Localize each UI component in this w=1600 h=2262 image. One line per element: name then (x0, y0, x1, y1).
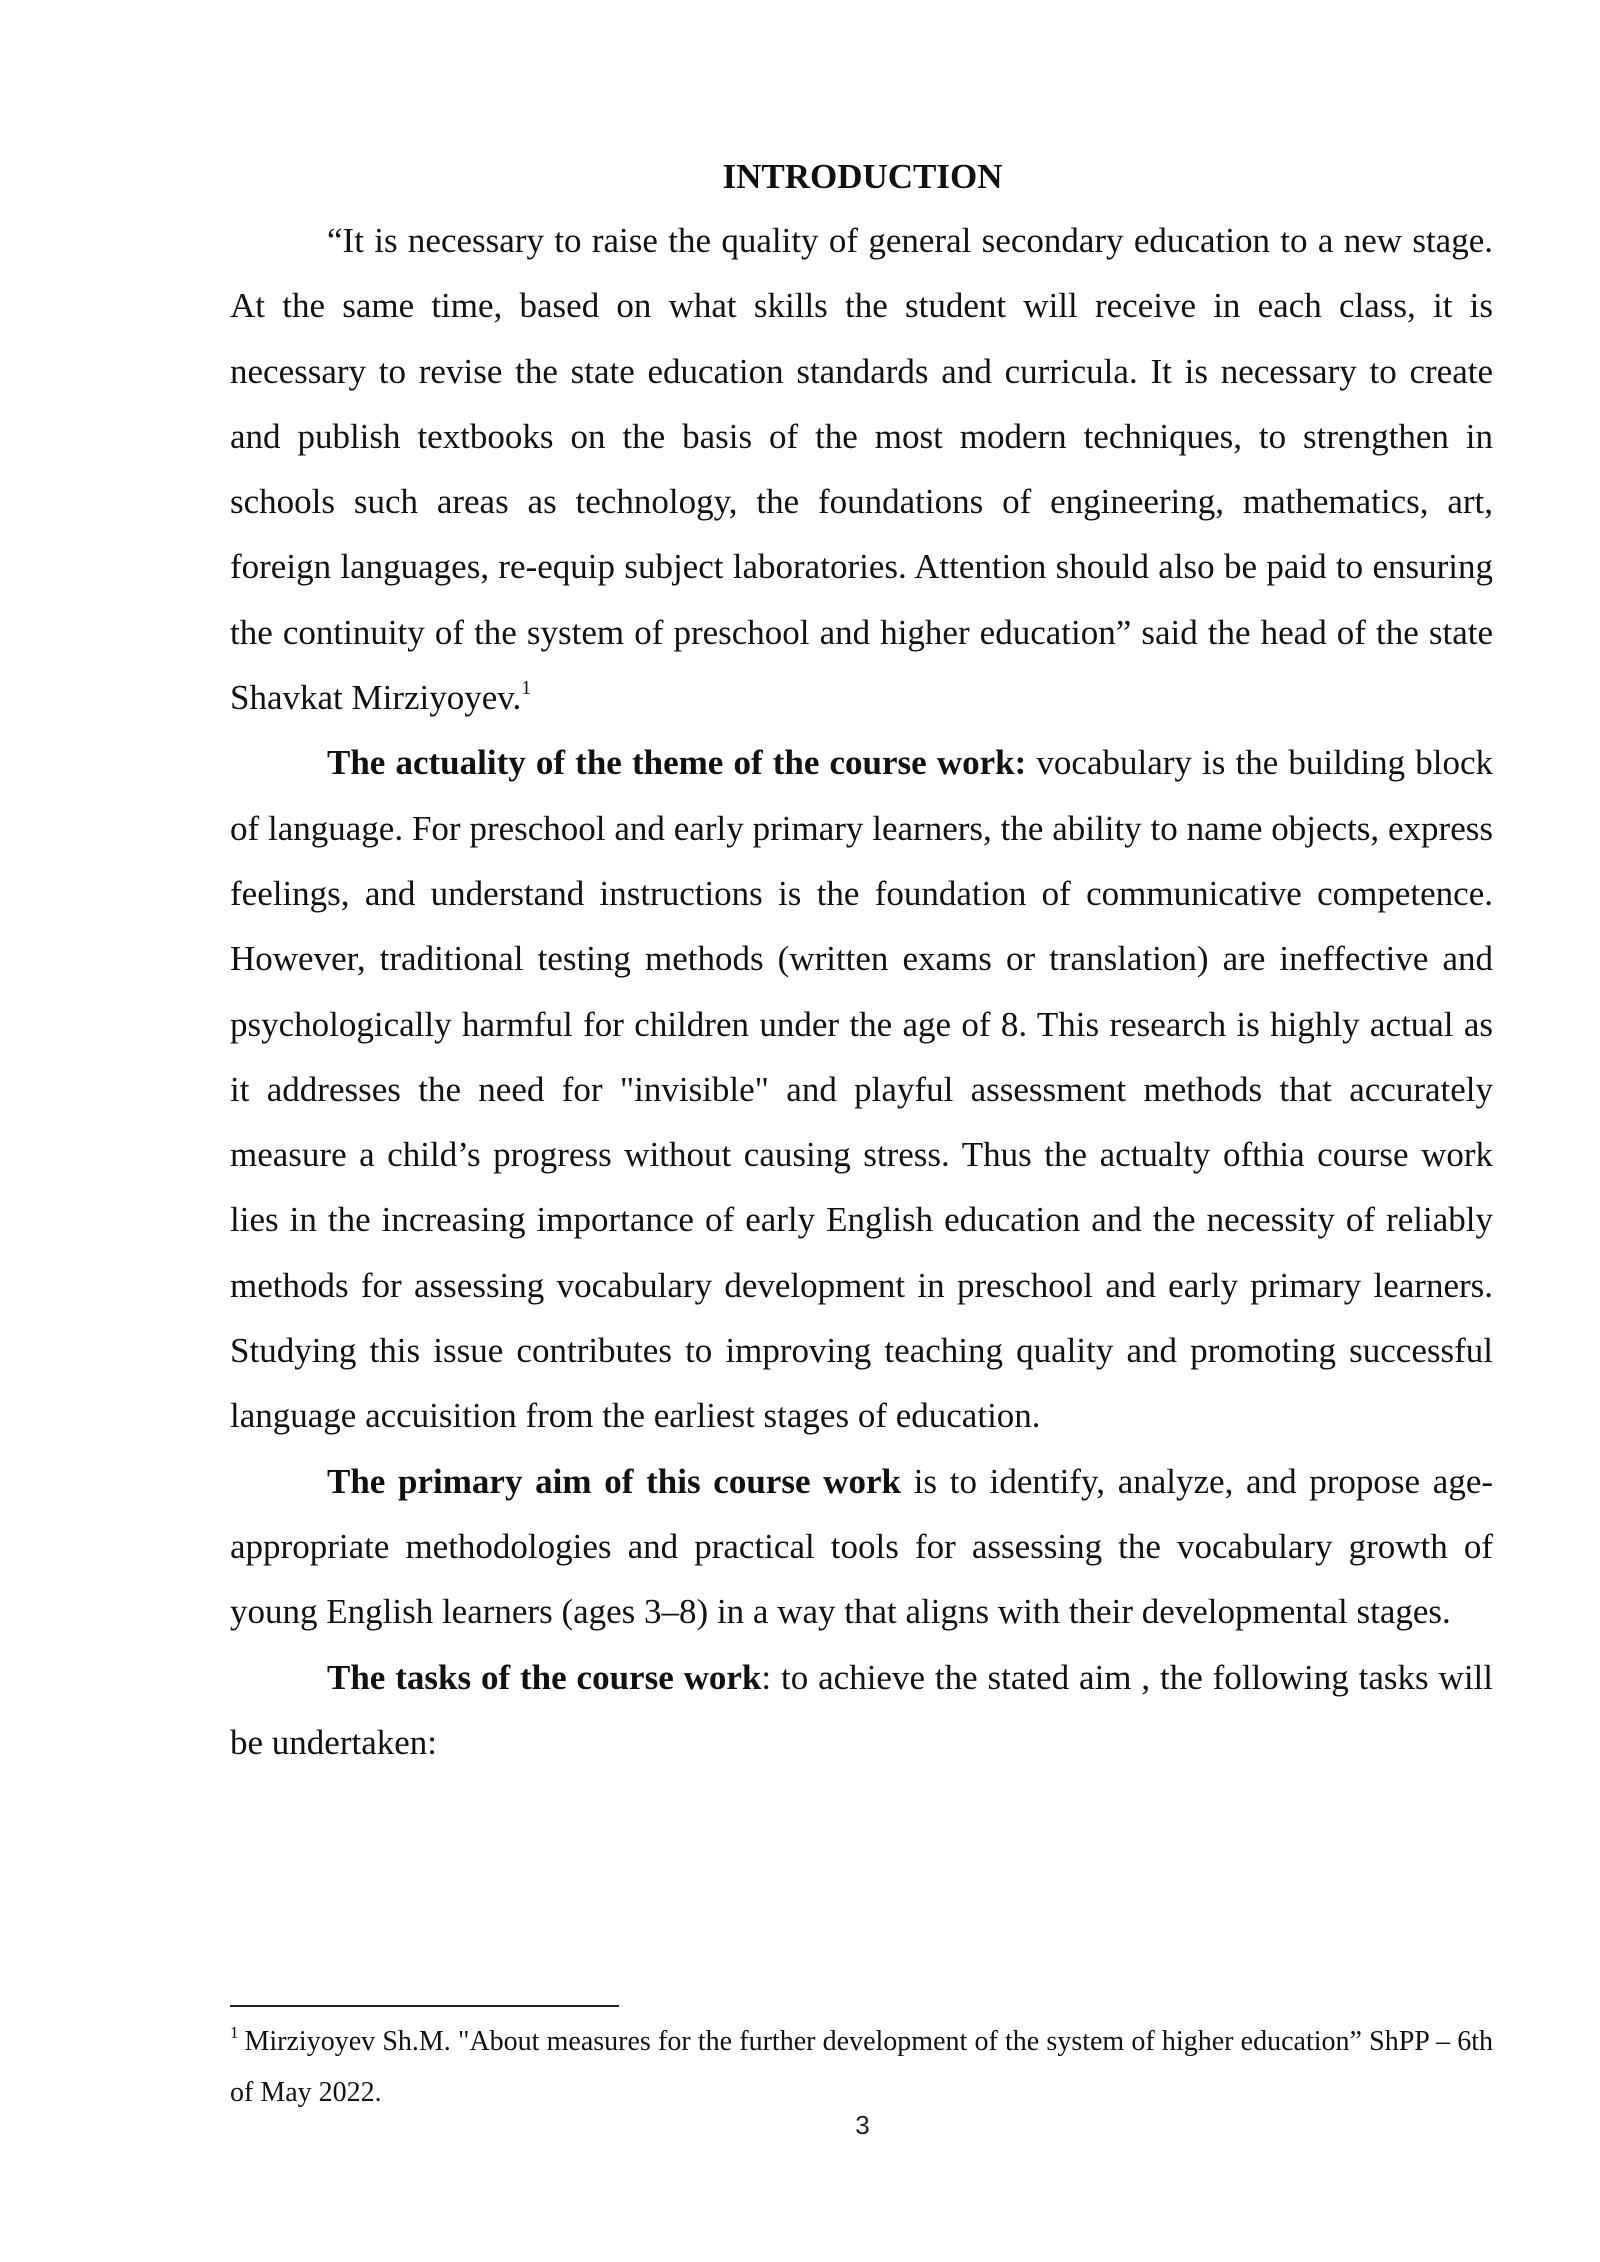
aim-paragraph (230, 1449, 1493, 1645)
body-text (230, 208, 1493, 1775)
page-number: 3 (855, 2110, 870, 2140)
actuality-label: The actuality of the theme of the course work: (327, 743, 1027, 783)
quote-text: “It is necessary to raise the quality of general secondary education to a new stage. At the same time, based on what skills the student will receive in each class, it is necessary to revise the state education standards and curricula. It is necessary to create and publish textbooks on the basis of the most modern techniques, to strengthen in schools such areas as technology, the foundations of engineering, mathematics, art, foreign languages, re-equip subject laboratories. Attention should also be paid to ensuring the continuity of the system of preschool and higher education” said the head of the state Shavkat Mirziyoyev. (230, 221, 1493, 718)
actuality-text: vocabulary is the building block of language. For preschool and early primary learners, the ability to name objects, express feelings, and understand instructions is the foundation of communicative competence. However, traditional testing methods (written exams or translation) are ineffective and psychologically harmful for children under the age of 8. This research is highly actual as it addresses the need for "invisible" and playful assessment methods that accurately measure a child’s progress without causing stress. (230, 743, 1493, 1175)
aim-text: is to identify, analyze, and propose age-appropriate methodologies and practical tools for assessing the vocabulary growth of young English learners (ages 3–8) in a way that aligns with their developmental stages. (230, 1461, 1494, 1632)
page-title: INTRODUCTION (722, 157, 1003, 196)
tasks-label: The tasks of the course work (327, 1657, 762, 1697)
footnote-reference[interactable]: 1 (521, 677, 532, 700)
tasks-paragraph (230, 1645, 1493, 1776)
actuality-text-continued: Thus the actualty ofthia course work lies in the increasing importance of early English education and the necessity of reliably methods for assessing vocabulary development in preschool and early primary learners. Studying this issue contributes to improving teaching quality and promoting successful language accuisition from the earliest stages of education. (230, 1135, 1493, 1436)
footnote (230, 2016, 1493, 2118)
aim-label: The primary aim of this course work (327, 1461, 901, 1501)
footnote-divider (230, 2005, 619, 2007)
tasks-text: : to achieve the stated aim , the following tasks will be undertaken: (230, 1657, 1493, 1762)
footnote-text: Mirziyoyev Sh.M. "About measures for the further development of the system of higher education” ShPP – 6th of May 2022. (230, 2026, 1493, 2108)
actuality-paragraph (230, 730, 1493, 1448)
quote-paragraph (230, 208, 1493, 730)
footnote-number: 1 (230, 2023, 239, 2042)
